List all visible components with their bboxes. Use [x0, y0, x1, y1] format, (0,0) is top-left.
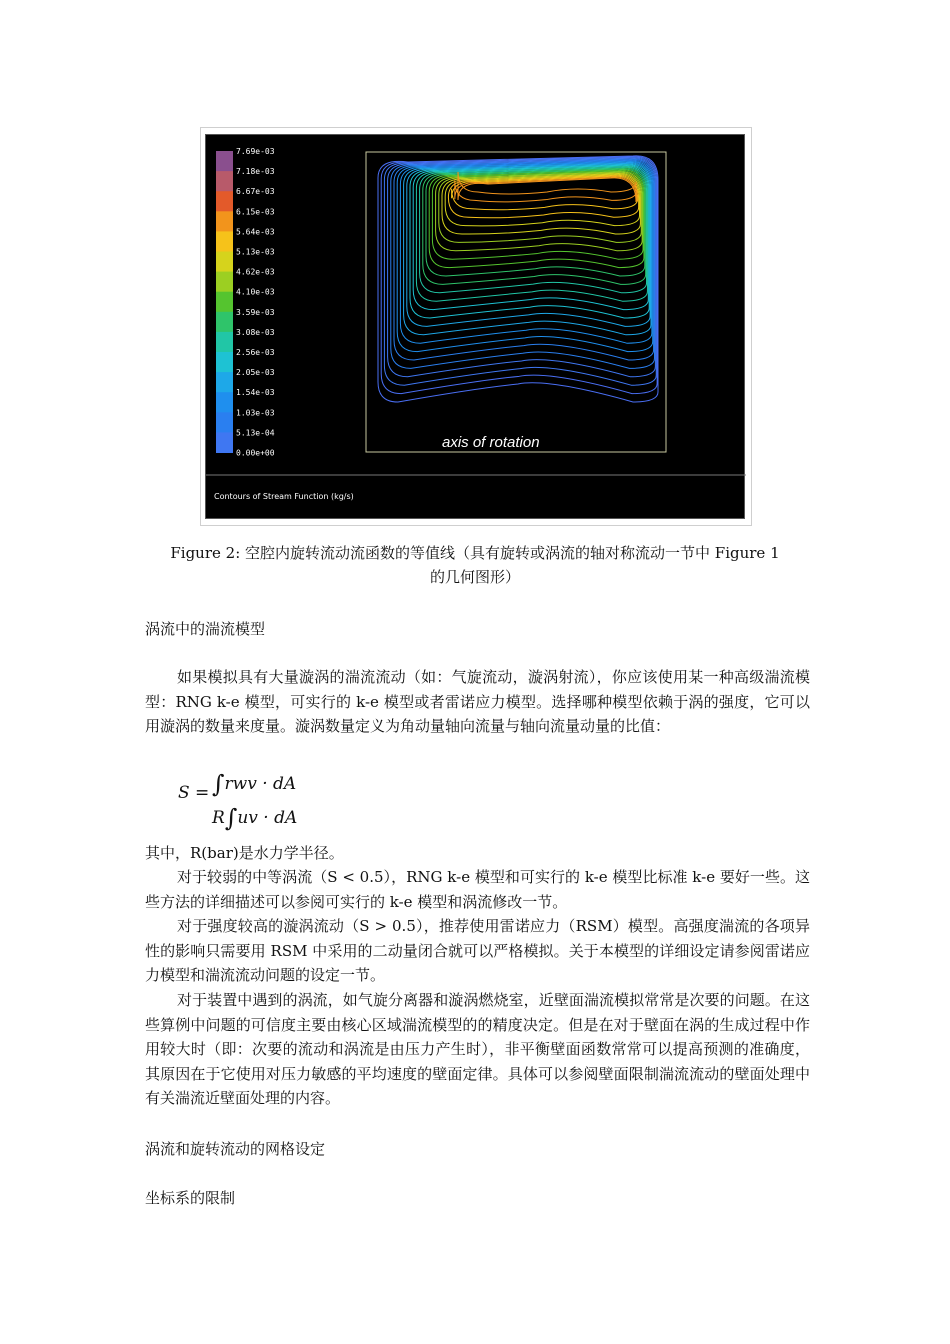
formula-numerator: ∫rwv · dA	[212, 770, 297, 798]
contour-line	[413, 166, 648, 310]
contour-line	[400, 162, 651, 343]
colorbar-swatch	[216, 191, 233, 212]
contour-line	[426, 169, 645, 276]
formula-denominator: R∫uv · dA	[212, 804, 298, 832]
colorbar-tick-label: 3.08e-03	[236, 327, 275, 337]
figure-caption	[140, 541, 810, 589]
colorbar-swatch	[216, 312, 233, 333]
contour-line	[388, 158, 656, 376]
colorbar-swatch	[216, 332, 233, 353]
colorbar-tick-label: 5.13e-03	[236, 247, 275, 257]
plot-footer-text: Contours of Stream Function (kg/s)	[214, 492, 354, 501]
colorbar-swatch	[216, 252, 233, 273]
axis-of-rotation-label: axis of rotation	[442, 434, 540, 451]
contour-plot-window	[205, 134, 745, 519]
colorbar	[216, 147, 275, 458]
colorbar-swatch	[216, 352, 233, 373]
paragraph-weak-swirl: 对于较弱的中等涡流（S < 0.5），RNG k-e 模型和可实行的 k-e 模型比标准 k-e 要好一些。这些方法的详细描述可以参阅可实行的 k-e 模型和涡流修改一节。	[145, 868, 810, 911]
colorbar-swatch	[216, 211, 233, 232]
colorbar-tick-label: 1.54e-03	[236, 388, 275, 398]
paragraph-swirl-intro: 如果模拟具有大量漩涡的湍流流动（如：气旋流动，漩涡射流），你应该使用某一种高级湍流模型：RNG k-e 模型，可实行的 k-e 模型或者雷诺应力模型。选择哪种模型依赖于涡的强度，它可以用漩涡的数量来度量。漩涡数量定义为角动量轴向流量与轴向流量动量的比值：	[145, 668, 810, 735]
colorbar-swatch	[216, 432, 233, 453]
section-heading-mesh: 涡流和旋转流动的网格设定	[145, 1140, 326, 1158]
colorbar-tick-label: 7.69e-03	[236, 147, 275, 156]
colorbar-swatch	[216, 412, 233, 433]
colorbar-tick-label: 0.00e+00	[236, 448, 275, 458]
colorbar-swatch	[216, 151, 233, 172]
colorbar-swatch	[216, 171, 233, 192]
section-heading-coordinate-limits: 坐标系的限制	[145, 1189, 236, 1207]
paragraph-where: 其中，R(bar)是水力学半径。	[145, 844, 344, 862]
swirl-number-formula	[178, 757, 378, 832]
paragraph-near-wall: 对于装置中遇到的涡流，如气旋分离器和漩涡燃烧室，近壁面湍流模拟常常是次要的问题。在这些算例中问题的可信度主要由核心区域湍流模型的的精度决定。但是在对于壁面在涡的生成过程中作用较大时（即：次要的流动和涡流是由压力产生时），非平衡壁面函数常常可以提高预测的准确度，其原因在于它使用对压力敏感的平均速度的壁面定律。具体可以参阅壁面限制湍流流动的壁面处理中有关湍流近壁面处理的内容。	[145, 991, 810, 1107]
colorbar-tick-label: 5.64e-03	[236, 227, 275, 237]
colorbar-tick-label: 4.10e-03	[236, 287, 275, 297]
colorbar-tick-label: 2.56e-03	[236, 348, 275, 357]
caption-line-1: Figure 2: 空腔内旋转流动流函数的等值线（具有旋转或涡流的轴对称流动一节中 Figure 1	[170, 544, 780, 562]
colorbar-tick-label: 7.18e-03	[236, 167, 275, 177]
colorbar-swatch	[216, 272, 233, 293]
stream-function-contours	[378, 156, 658, 402]
colorbar-tick-label: 1.03e-03	[236, 408, 275, 418]
colorbar-swatch	[216, 292, 233, 313]
figure-frame	[200, 127, 752, 526]
colorbar-swatch	[216, 372, 233, 393]
formula-lhs: S =	[178, 783, 210, 803]
caption-line-2: 的几何图形）	[429, 568, 520, 586]
section-heading-turbulence-models: 涡流中的湍流模型	[145, 620, 266, 638]
colorbar-tick-label: 6.67e-03	[236, 187, 275, 197]
colorbar-tick-label: 5.13e-04	[236, 428, 275, 438]
colorbar-tick-label: 2.05e-03	[236, 368, 275, 378]
colorbar-swatch	[216, 392, 233, 413]
paragraph-strong-swirl: 对于强度较高的漩涡流动（S > 0.5），推荐使用雷诺应力（RSM）模型。高强度湍流的各项异性的影响只需要用 RSM 中采用的二动量闭合就可以严格模拟。关于本模型的详细设定请参阅雷诺应力模型和湍流流动问题的设定一节。	[145, 917, 810, 984]
contour-plot	[206, 135, 746, 520]
contour-line	[391, 159, 655, 368]
colorbar-tick-label: 4.62e-03	[236, 267, 275, 277]
colorbar-tick-label: 6.15e-03	[236, 207, 275, 217]
colorbar-swatch	[216, 231, 233, 252]
colorbar-tick-label: 3.59e-03	[236, 307, 275, 317]
domain-boundary	[366, 152, 666, 452]
